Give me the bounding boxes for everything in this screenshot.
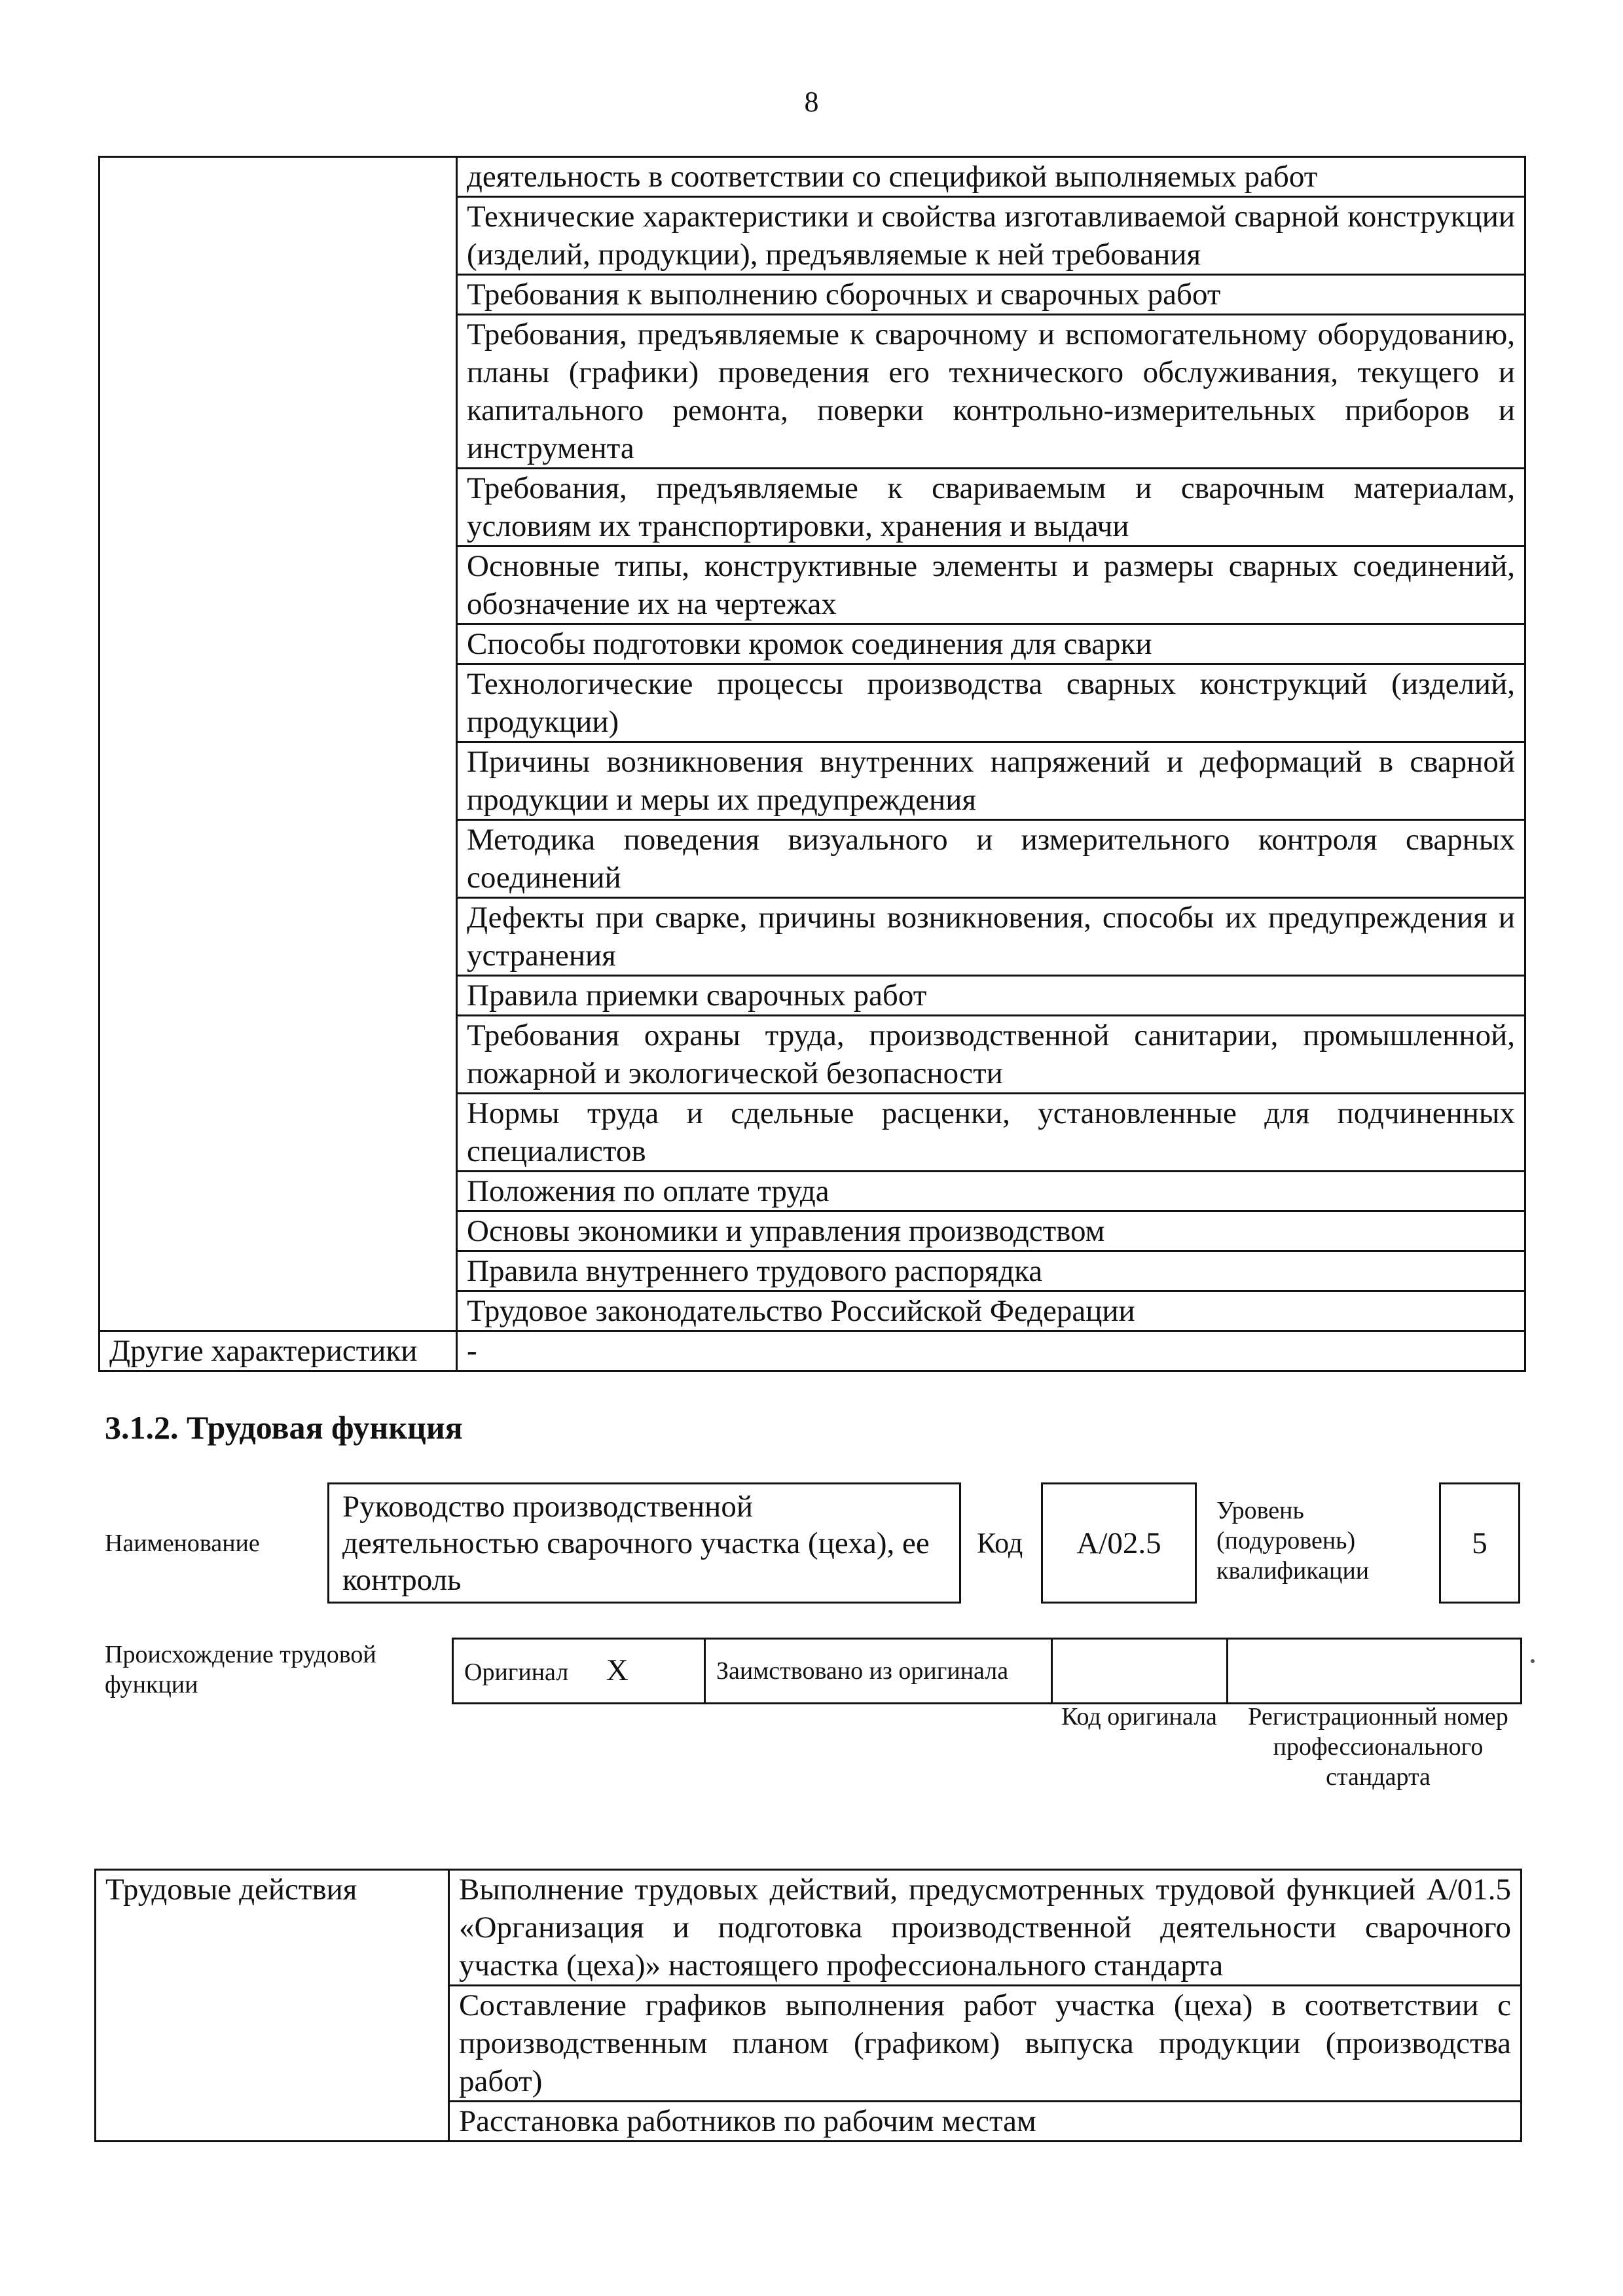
table-row (96, 1870, 1522, 1986)
registration-number-caption: Регистрационный номер профессионального стандарта (1248, 1703, 1508, 1791)
labor-actions-label: Трудовые действия (96, 1870, 449, 2142)
origin-original-mark: X (606, 1653, 629, 1687)
knowledge-item: Технические характеристики и свойства изготавливаемой сварной конструкции (изделий, продукции), предъявляемые к ней требования (457, 197, 1525, 275)
table-row (453, 1639, 1522, 1704)
qualification-level-label: Уровень (подуровень) квалификации (1216, 1497, 1370, 1585)
knowledge-item: Технологические процессы производства сварных конструкций (изделий, продукции) (457, 664, 1525, 742)
function-code-box (1041, 1482, 1197, 1604)
labor-actions-table (94, 1869, 1522, 2142)
labor-action-item: Составление графиков выполнения работ участка (цеха) в соответствии с производственным планом (графиком) выпуска продукции (производства работ) (449, 1986, 1522, 2102)
other-characteristics-value: - (457, 1331, 1525, 1371)
knowledge-item: Трудовое законодательство Российской Федерации (457, 1291, 1525, 1331)
origin-original-cell (453, 1639, 705, 1704)
knowledge-item: Методика поведения визуального и измерительного контроля сварных соединений (457, 820, 1525, 898)
scan-dot (1531, 1659, 1535, 1663)
knowledge-item: Нормы труда и сдельные расценки, установленные для подчиненных специалистов (457, 1094, 1525, 1172)
knowledge-item: Правила внутреннего трудового распорядка (457, 1251, 1525, 1291)
code-label: Код (977, 1527, 1023, 1559)
labor-action-item: Выполнение трудовых действий, предусмотренных трудовой функцией А/01.5 «Организация и подготовка производственной деятельности сварочного участка (цеха)» настоящего профессионального стандарта (449, 1870, 1522, 1986)
knowledge-item: Правила приемки сварочных работ (457, 976, 1525, 1016)
origin-table (452, 1638, 1522, 1704)
origin-original-label: Оригинал (464, 1658, 569, 1686)
knowledge-item: Способы подготовки кромок соединения для сварки (457, 624, 1525, 664)
knowledge-item: Основные типы, конструктивные элементы и размеры сварных соединений, обозначение их на чертежах (457, 547, 1525, 624)
original-code-caption: Код оригинала (1061, 1703, 1217, 1731)
knowledge-item: Причины возникновения внутренних напряжений и деформаций в сварной продукции и меры их предупреждения (457, 742, 1525, 820)
function-name-box (327, 1482, 961, 1604)
origin-borrowed-label: Заимствовано из оригинала (716, 1657, 1009, 1685)
qualification-level-value: 5 (1472, 1526, 1487, 1560)
knowledge-item: Требования, предъявляемые к свариваемым и сварочным материалам, условиям их транспортировки, хранения и выдачи (457, 469, 1525, 547)
other-characteristics-label: Другие характеристики (100, 1331, 457, 1371)
origin-borrowed-cell (705, 1639, 1052, 1704)
knowledge-item: Дефекты при сварке, причины возникновения, способы их предупреждения и устранения (457, 898, 1525, 976)
section-heading: 3.1.2. Трудовая функция (105, 1409, 463, 1446)
labor-action-item: Расстановка работников по рабочим местам (449, 2102, 1522, 2142)
knowledge-item: Положения по оплате труда (457, 1172, 1525, 1211)
knowledge-table (98, 156, 1526, 1372)
knowledge-item: Требования, предъявляемые к сварочному и вспомогательному оборудованию, планы (графики) проведения его технического обслуживания, текущего и капитального ремонта, поверки контрольно-измерительных приборов и инструмента (457, 315, 1525, 469)
knowledge-item: Требования к выполнению сборочных и сварочных работ (457, 275, 1525, 315)
knowledge-item: Основы экономики и управления производством (457, 1211, 1525, 1251)
table-row (100, 157, 1525, 197)
knowledge-label-cell (100, 157, 457, 1331)
origin-label: Происхождение трудовой функции (105, 1641, 376, 1698)
table-row (100, 1331, 1525, 1371)
name-label: Наименование (105, 1530, 260, 1557)
origin-reg-number-cell (1228, 1639, 1522, 1704)
function-name-value: Руководство производственной деятельностью сварочного участка (цеха), ее контроль (342, 1490, 930, 1597)
qualification-level-box (1439, 1482, 1520, 1604)
knowledge-item: деятельность в соответствии со спецификой выполняемых работ (457, 157, 1525, 197)
origin-code-cell (1052, 1639, 1228, 1704)
knowledge-item: Требования охраны труда, производственной санитарии, промышленной, пожарной и экологической безопасности (457, 1016, 1525, 1094)
page-number: 8 (804, 86, 819, 118)
function-code-value: A/02.5 (1076, 1526, 1161, 1560)
